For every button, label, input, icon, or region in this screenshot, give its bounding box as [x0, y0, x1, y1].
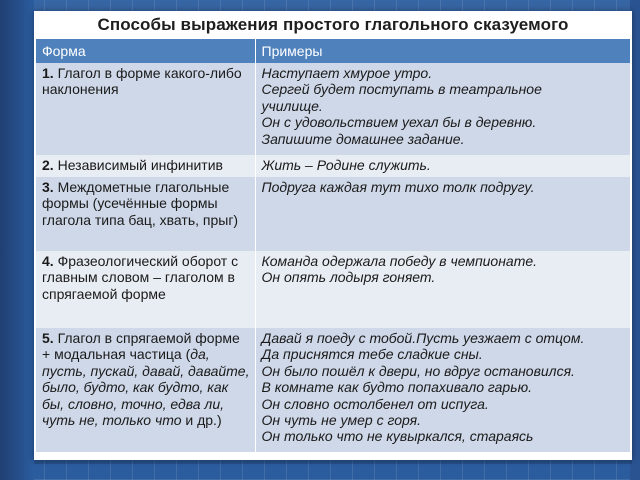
form-text-tail: и др.) [181, 412, 222, 429]
row-number: 3. [42, 179, 54, 195]
form-cell [36, 177, 255, 251]
examples-cell [255, 251, 630, 328]
form-cell [36, 251, 255, 328]
example-line: В комнате как будто попахивало гарью. [261, 379, 532, 396]
example-line: Подруга каждая тут тихо толк подругу. [261, 179, 535, 195]
table-row [36, 63, 630, 155]
example-line: Он словно остолбенел от испуга. [261, 395, 489, 412]
predicate-table [36, 39, 631, 452]
example-line: училище. [261, 97, 323, 114]
example-line: Жить – Родине служить. [261, 157, 431, 173]
example-line: Команда одержала победу в чемпионате. [261, 253, 538, 269]
header-examples: Примеры [255, 39, 630, 63]
slide [34, 11, 632, 460]
examples-cell [255, 63, 630, 155]
slide-title: Способы выражения простого глагольного сказуемого [97, 15, 569, 34]
slide-shadow [34, 460, 632, 464]
row-number: 4. [42, 253, 54, 269]
table-row [36, 328, 630, 452]
example-line: Он с удовольствием уехал бы в деревню. [261, 114, 537, 131]
example-line: Он опять лодыря гоняет. [261, 269, 436, 286]
example-line: Он было пошёл к двери, но вдруг остановился. [261, 362, 575, 379]
example-line: Он чуть не умер с горя. [261, 412, 422, 429]
example-line: Сергей будет поступать в театральное [261, 81, 542, 98]
form-text: Глагол в форме какого-либо наклонения [42, 65, 242, 98]
row-number: 2. [42, 157, 54, 173]
form-cell [36, 63, 255, 155]
example-line: Он только что не кувыркался, стараясь [261, 428, 534, 445]
examples-cell [255, 328, 630, 452]
form-text: Глагол в спрягаемой форме + модальная частица ( [42, 330, 240, 363]
table-row [36, 155, 630, 177]
examples-cell [255, 155, 630, 177]
form-text: Независимый инфинитив [53, 157, 223, 173]
example-line: Запишите домашнее задание. [261, 130, 465, 147]
modal-particles: да, пусть, пускай, давай, давайте, было, будто, как будто, как бы, словно, точно, едва ли, чуть не, только что [42, 346, 250, 429]
row-number: 5. [42, 330, 54, 346]
example-line: Наступает хмурое утро. [261, 65, 433, 81]
table-row [36, 251, 630, 328]
table-header-row [36, 39, 630, 63]
form-text: Фразеологический оборот с главным словом – глаголом в спрягаемой форме [42, 253, 239, 302]
example-line: Давай я поеду с тобой.Пусть уезжает с отцом. [261, 330, 585, 346]
form-cell [36, 155, 255, 177]
example-line: Да приснятся тебе сладкие сны. [261, 346, 483, 363]
row-number: 1. [42, 65, 54, 81]
background-left-strip [0, 0, 34, 480]
table-row [36, 177, 630, 251]
form-text: Междометные глагольные формы (усечённые формы глагола типа бац, хвать, прыг) [42, 179, 239, 228]
examples-cell [255, 177, 630, 251]
form-cell [36, 328, 255, 452]
header-form: Форма [36, 39, 255, 63]
